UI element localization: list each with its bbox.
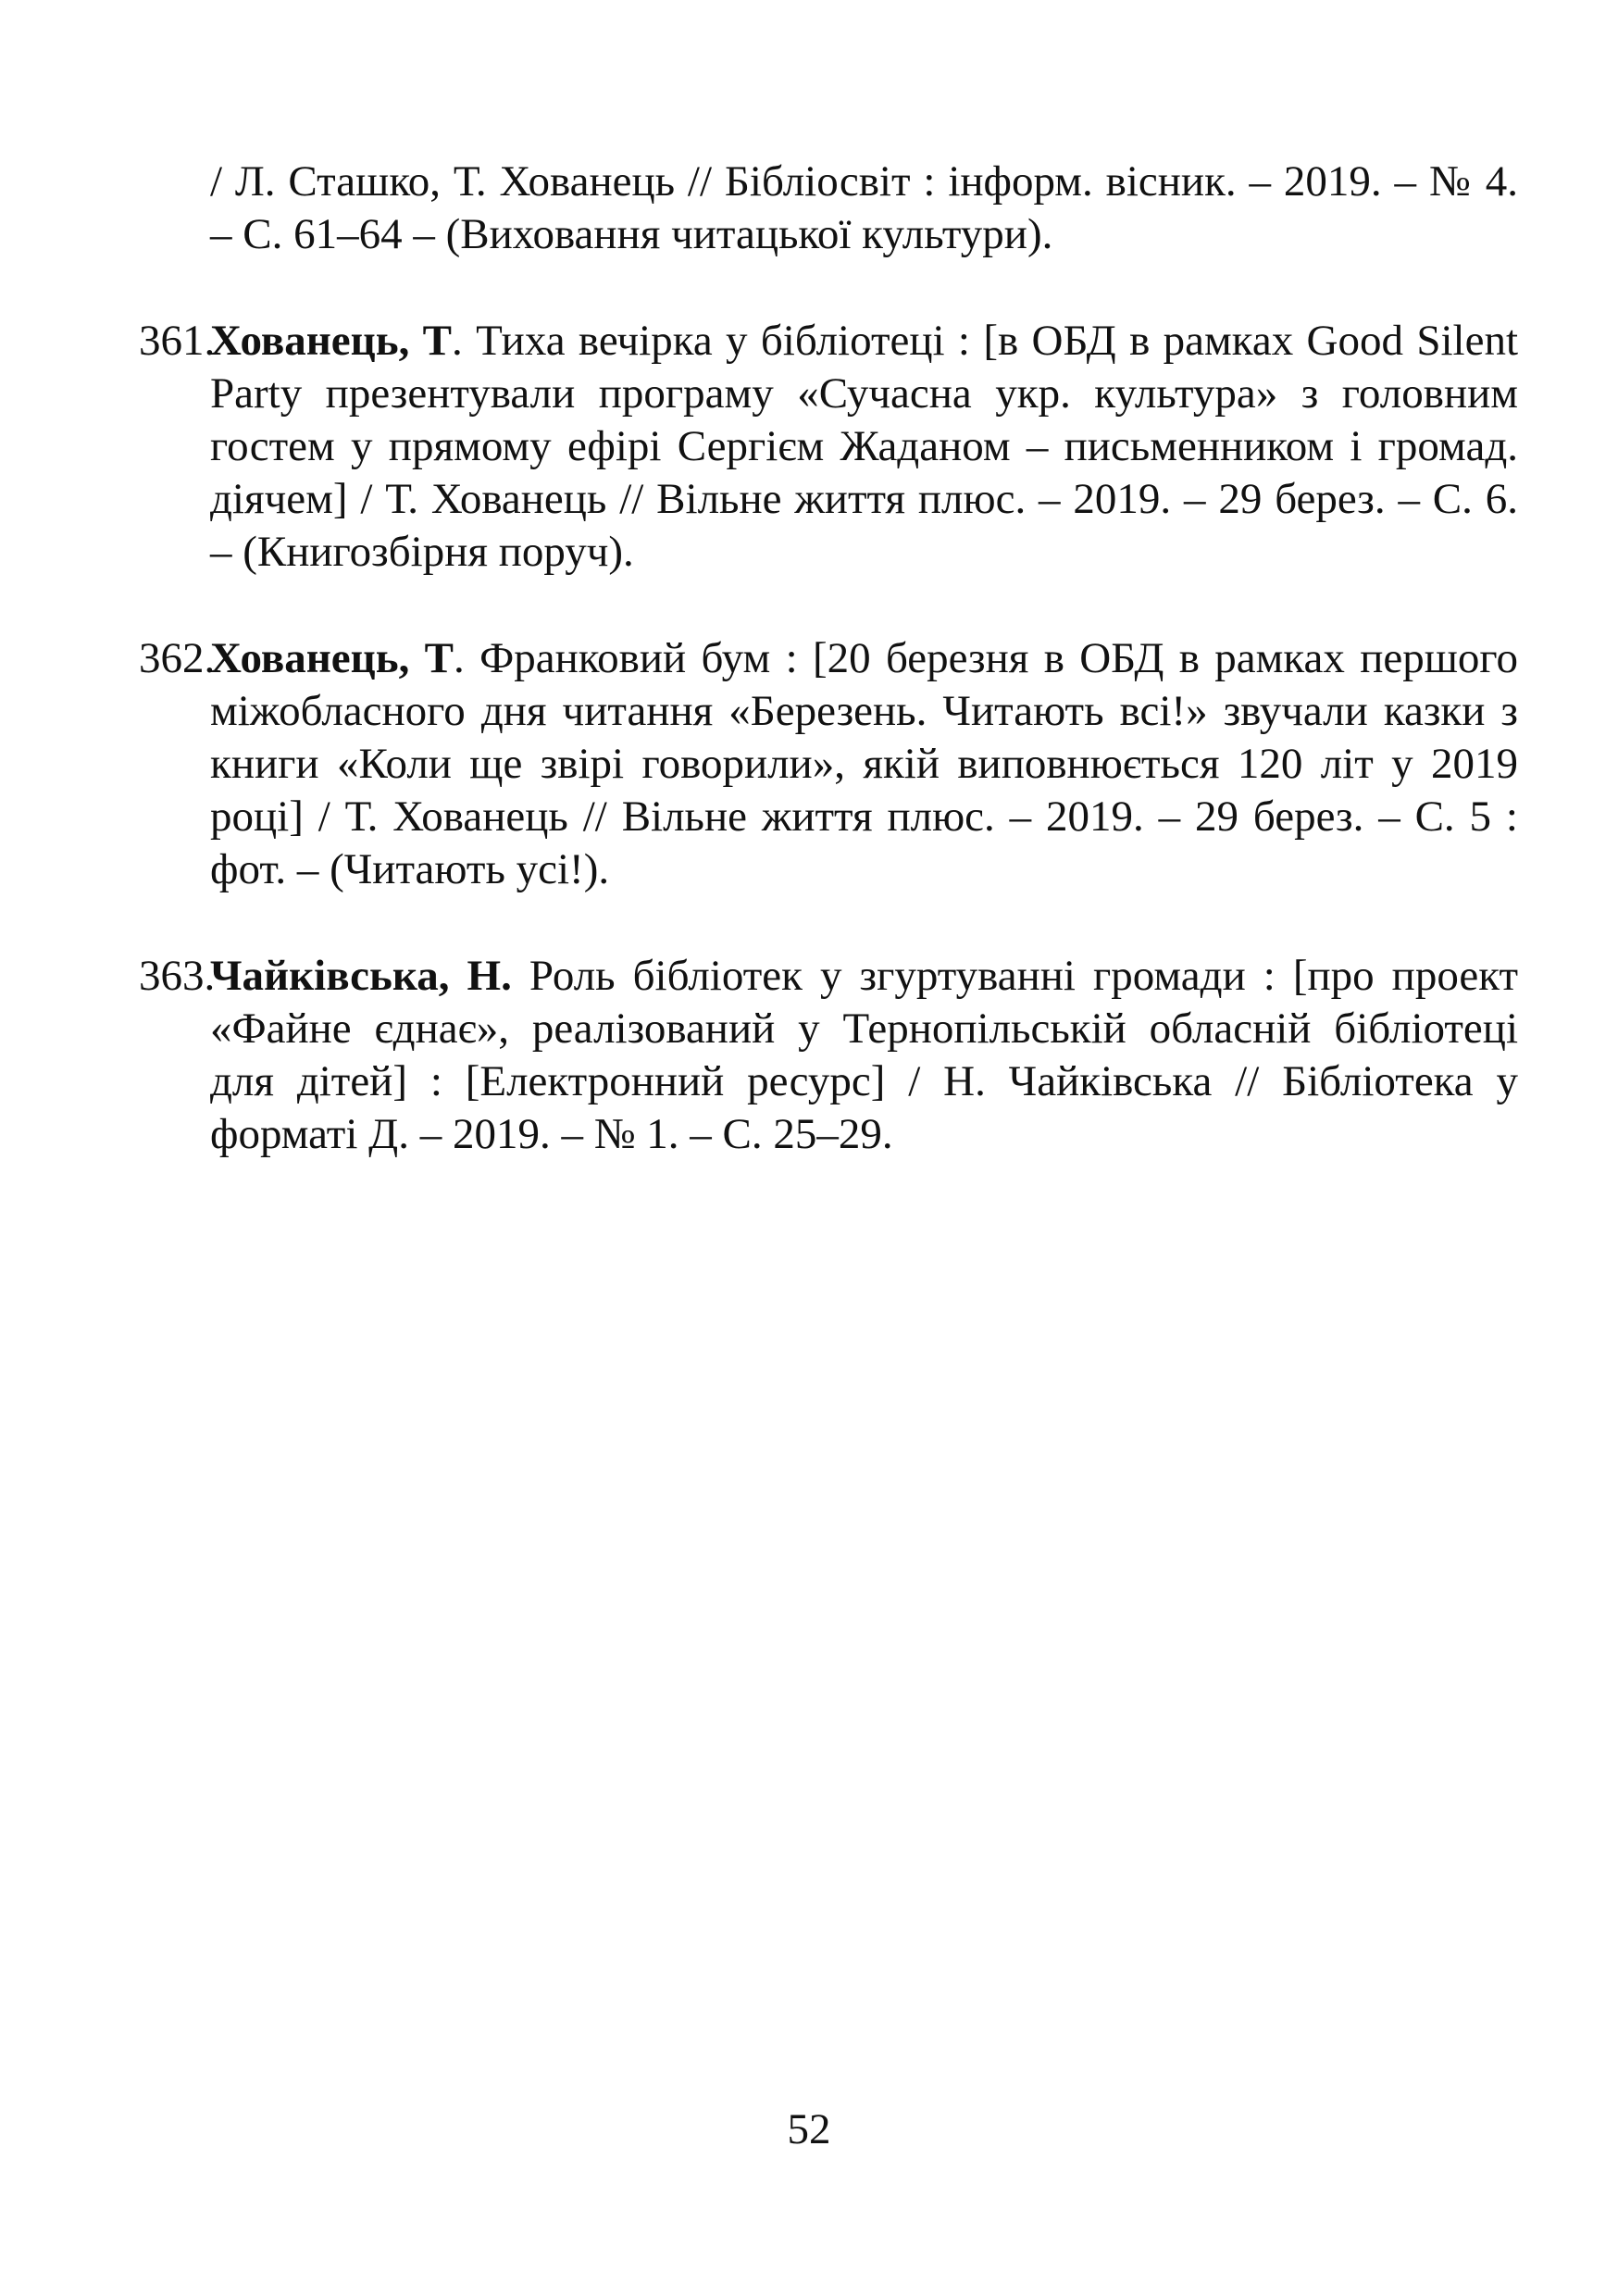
entry-number: 363.	[139, 952, 216, 1000]
entry-number: 361.	[139, 317, 216, 365]
bibliography-entry-361	[139, 315, 1518, 579]
entry-author: Чайківська, Н.	[210, 952, 512, 1000]
entry-description: . Франковий бум : [20 березня в ОБД в рамках першого міжобласного дня читання «Березень. Читають всі!» звучали казки з книги «Коли ще звірі говорили», якій виповнюється 120 літ у 2019 році] / Т. Хованець // Вільне життя плюс. – 2019. – 29 берез. – С. 5 : фот. – (Читають усі!).	[210, 634, 1518, 893]
bibliography-list	[139, 156, 1518, 1215]
entry-author: Хованець, Т	[210, 317, 453, 365]
bibliography-entry-362	[139, 632, 1518, 896]
page-number: 52	[787, 2105, 831, 2153]
entry-continuation-text: / Л. Сташко, Т. Хованець // Бібліосвіт : інформ. вісник. – 2019. – № 4. – С. 61–64 – (Виховання читацької культури).	[210, 157, 1518, 258]
entry-continuation	[139, 156, 1518, 261]
bibliography-entry-363	[139, 950, 1518, 1161]
entry-number: 362.	[139, 634, 216, 682]
entry-author: Хованець, Т	[210, 634, 454, 682]
entry-description: . Тиха вечірка у бібліотеці : [в ОБД в рамках Good Silent Party презентували програму «Сучасна укр. культура» з головним гостем у прямому ефірі Сергієм Жаданом – письменником і громад. діячем] / Т. Хованець // Вільне життя плюс. – 2019. – 29 берез. – С. 6. – (Книгозбірня поруч).	[210, 317, 1518, 576]
entry-description: Роль бібліотек у згуртуванні громади : [про проект «Файне єднає», реалізований у Тернопільській обласній бібліотеці для дітей] : [Електронний ресурс] / Н. Чайківська // Бібліотека у форматі Д. – 2019. – № 1. – С. 25–29.	[210, 952, 1519, 1158]
